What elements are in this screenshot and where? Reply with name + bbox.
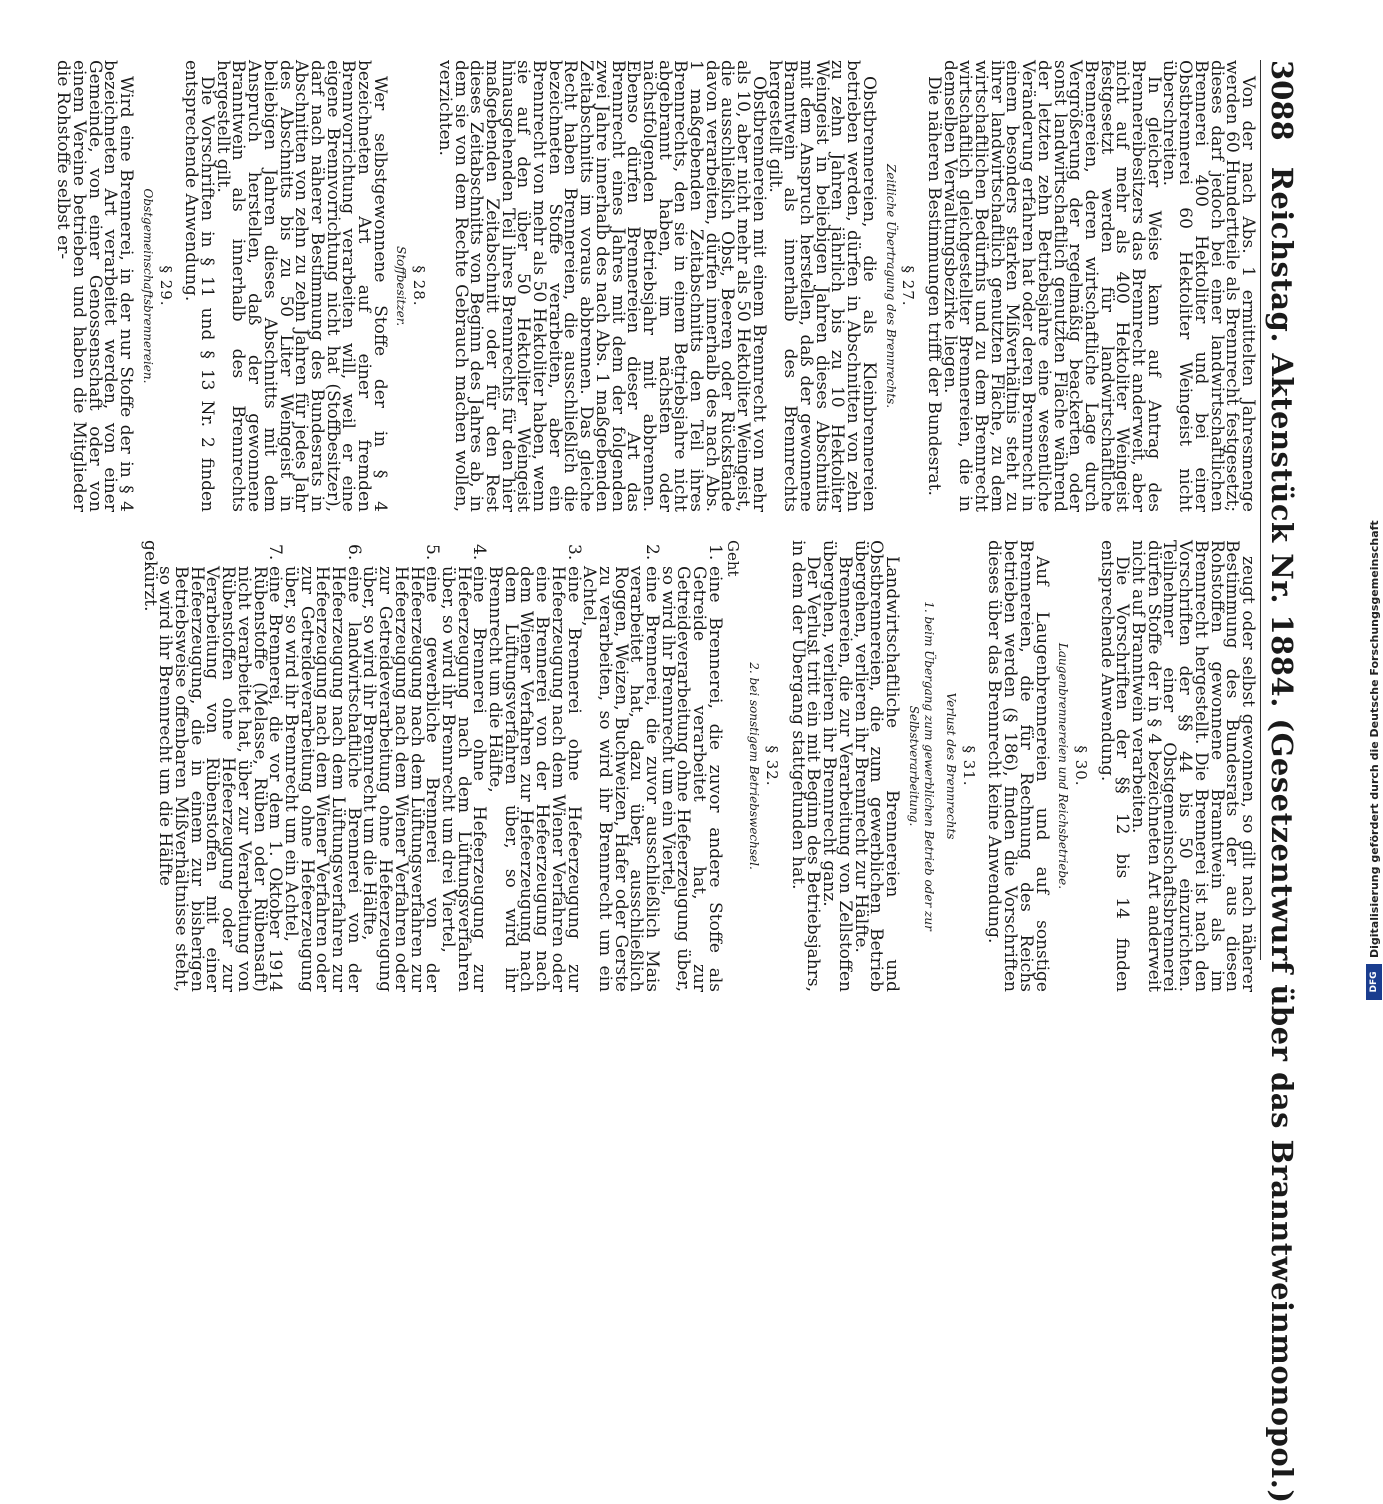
paragraph: Die Vorschriften in § 11 und § 13 Nr. 2 finden entsprechende Anwendung. (181, 60, 217, 512)
list-item (485, 540, 584, 992)
section-29-heading: § 29. (156, 265, 175, 307)
section-27-body (434, 60, 879, 512)
paragraph: Wird eine Brennerei, in der nur Stoffe der in § 4 bezeichneten Art verarbeitet werden, von einer Gemeinde, von einer Genossenschaft oder von einem Vereine betrieben und haben die Mitglieder die Rohstoffe selbst er- (53, 60, 137, 512)
list-item (280, 540, 364, 992)
paragraph: Die näheren Bestimmungen trifft der Bundesrat. (923, 76, 944, 496)
section-28-heading: § 28. (410, 265, 429, 307)
section-32-heading: § 32. (763, 745, 782, 787)
list-item-number: 6. (343, 544, 364, 561)
section-29-subtitle: Obstgemeinschaftsbrennereien. (140, 188, 155, 384)
section-31-body (787, 540, 902, 992)
section-30-heading: § 30. (1071, 745, 1090, 787)
paragraph: Wer selbstgewonnene Stoffe der in § 4 bezeichneten Art auf einer fremden Brennvorrichtung verarbeiten will, weil er eine eigene Brennvorrichtung nicht hat (Stoffbesitzer), darf nach näherer Bestimmung des Bundesrats in Abschnitten von zehn zu zehn Jahren für jedes Jahr des Abschnitts bis zu 50 Liter Weingeist in beliebigen Jahren dieses Abschnitts mit dem Anspruch herstellen, daß der gewonnene Branntwein als innerhalb des Brennrechts hergestellt gilt. (212, 60, 390, 512)
section-32-list (155, 540, 725, 992)
section-30-subtitle: Laugenbrennereien und Reichsbetriebe. (1056, 642, 1071, 890)
paragraph: In gleicher Weise kann auf Antrag des Brennereibesitzers das Brennrecht anderweit, aber nicht auf mehr als 400 Hektoliter Weingeist festgesetzt werden für landwirtschaftliche Brennereien, deren wirtschaftliche Lage durch Vergrößerung der regelmäßig beackerten oder sonst landwirtschaftlich genutzten Fläche während der letzten zehn Betriebsjahre eine wesentliche Veränderung erfahren hat oder deren Brennrecht in einem besonders starken Mißverhältnis steht zu ihrer landwirtschaftlich genutzten Fläche, zu dem wirtschaftlichen Bedürfnis und zu dem Brennrecht wirtschaftlich gleichgestellter Brennereien, die in demselben Verwaltungsbezirke liegen. (939, 60, 1164, 512)
paragraph: zeugt oder selbst gewonnen, so gilt nach näherer Bestimmung des Bundesrats der aus diesen Rohstoffen gewonnene Branntwein als im Brennrecht hergestellt. Die Brennerei ist nach den Vorschriften der §§ 44 bis 50 einzurichten. Teilnehmer einer Obstgemeinschaftsbrennerei dürfen Stoffe der in § 4 bezeichneten Art anderweit nicht auf Branntwein verarbeiten. (1128, 540, 1258, 992)
list-item-text: eine Brennerei, die zuvor ausschließlich Mais verarbeitet hat, dazu über, ausschließlich Roggen, Weizen, Buchweizen, Hafer oder Gerste zu verarbeiten, so wird ihr Brennrecht um ein Achtel, (579, 566, 663, 992)
list-item-number: 4. (469, 544, 490, 561)
section-32-subtitle: 2. bei sonstigem Betriebswechsel. (747, 662, 762, 870)
list-item (437, 540, 490, 992)
list-item (155, 540, 286, 992)
paragraph: Die Vorschriften der §§ 12 bis 14 finden entsprechende Anwendung. (1096, 540, 1133, 992)
paragraph: Von der nach Abs. 1 ermittelten Jahresmenge werden 60 Hundertteile als Brennrecht festgesetzt; dieses darf jedoch bei einer landwirtschaftlichen Brennerei 400 Hektoliter und bei einer Obstbrennerei 60 Hektoliter Weingeist nicht überschreiten. (1159, 60, 1258, 512)
digitization-note-text: Digitalisierung gefördert durch die Deutsche Forschungsgemeinschaft (1367, 520, 1381, 958)
paragraph: Landwirtschaftliche Brennereien und Obstbrennereien, die zum gewerblichen Betrieb übergehen, verlieren ihr Brennrecht zur Hälfte. (850, 540, 902, 992)
section-30-body (984, 540, 1052, 992)
section-31-subtitle: Verlust des Brennrechts (944, 692, 959, 840)
section-32-tail: gekürzt. (139, 540, 160, 612)
dfg-logo-icon: DFG (1366, 964, 1382, 1000)
page-number: 3088 (1265, 60, 1299, 141)
list-item-text: eine Brennerei ohne Hefeerzeugung zur Hefeerzeugung nach dem Lüftungsverfahren über, so wird ihr Brennrecht um drei Viertel, (437, 566, 490, 992)
right-column (139, 540, 1258, 992)
left-intro (923, 60, 1258, 512)
paragraph: Auf Laugenbrennereien und auf sonstige Brennereien, die für Rechnung des Reichs betrieben werden (§ 186), finden die Vorschriften dieses über das Brennrecht keine Anwendung. (984, 540, 1052, 992)
section-28-body (181, 60, 390, 512)
list-item-number: 5. (422, 544, 443, 561)
digitization-note (1366, 520, 1382, 1000)
paragraph: Der Verlust tritt ein mit Beginn des Betriebsjahrs, in dem der Übergang stattgefunden hat. (787, 540, 824, 992)
list-item-text: eine landwirtschaftliche Brennerei von der Hefeerzeugung nach dem Lüftungsverfahren zur Hefeerzeugung nach dem Wiener Verfahren oder zur Getreideverarbeitung ohne Hefeerzeugung über, so wird ihr Brennrecht um ein Achtel, (280, 566, 364, 992)
list-item (657, 540, 725, 992)
paragraph: Brennereien, die zur Verarbeitung von Zellstoffen übergehen, verlieren ihr Brennrecht ganz. (819, 540, 855, 992)
list-item (359, 540, 443, 992)
section-31-item-subtitle: 1. beim Übergang zum gewerblichen Betrieb oder zur Selbstverarbeitung. (906, 601, 937, 931)
left-column (53, 60, 1258, 512)
list-item-number: 2. (642, 544, 663, 561)
section-28-subtitle: Stoffbesitzer. (394, 245, 409, 327)
section-27-heading: § 27. (899, 265, 918, 307)
list-item-number: 7. (265, 544, 286, 561)
list-item-text: eine Brennerei ohne Hefeerzeugung zur Hefeerzeugung nach dem Wiener Verfahren oder eine Brennerei von der Hefeerzeugung nach dem Wiener Verfahren zur Hefeerzeugung nach dem Lüftungsverfahren über, so wird ihr Brennrecht um die Hälfte, (485, 566, 584, 992)
page-header (1260, 60, 1309, 1504)
list-item-number: 3. (563, 544, 584, 561)
section-29-body (53, 60, 137, 512)
list-item (579, 540, 663, 992)
paragraph: Obstbrennereien, die als Kleinbrennereien betrieben werden, dürfen in Abschnitten von zehn zu zehn Jahren jährlich bis zu 10 Hektoliter Weingeist in beliebigen Jahren dieses Abschnitts mit dem Anspruch herstellen, daß der gewonnene Branntwein als innerhalb des Brennrechts hergestellt gilt. (764, 60, 879, 512)
right-intro (1096, 540, 1258, 992)
list-item-text: eine gewerbliche Brennerei von der Hefeerzeugung nach dem Lüftungsverfahren zur Hefeerzeugung nach dem Wiener Verfahren oder zur Getreideverarbeitung ohne Hefeerzeugung über, so wird ihr Brennrecht um die Hälfte, (359, 566, 443, 992)
list-item-text: eine Brennerei, die zuvor andere Stoffe als Getreide verarbeitet hat, zur Getreideverarbeitung ohne Hefeerzeugung über, so wird ihr Brennrecht um ein Viertel, (657, 566, 725, 992)
list-item-number: 1. (704, 544, 725, 561)
list-item-text: eine Brennerei, die vor dem 1. Oktober 1914 Rübenstoffe (Melasse, Rüben oder Rübensaft) nicht verarbeitet hat, über zur Verarbeitung von Rübenstoffen ohne Hefeerzeugung oder zur Verarbeitung von Rübenstoffen mit einer Hefeerzeugung, die in einem zur bisherigen Betriebsweise offenbaren Mißverhältnisse steht, so wird ihr Brennrecht um die Hälfte (155, 566, 286, 992)
section-32-lead: Geht (723, 540, 742, 577)
section-31-heading: § 31. (959, 745, 978, 787)
section-27-subtitle: Zeitliche Übertragung des Brennrechts. (883, 163, 898, 409)
paragraph: Obstbrennereien mit einem Brennrecht von mehr als 10, aber nicht mehr als 50 Hektoliter Weingeist, die ausschließlich Obst, Beeren oder Rückstände davon verarbeiten, dürfen innerhalb des nach Abs. 1 maßgebenden Zeitabschnitts den Teil ihres Brennrechts, den sie in einem Betriebsjahre nicht abgebrannt haben, im nächsten oder nächstfolgenden Betriebsjahr mit abbrennen. Ebenso dürfen Brennereien dieser Art das Brennrecht eines Jahres mit dem der folgenden zwei Jahre innerhalb des nach Abs. 1 maßgebenden Zeitabschnitts im voraus abbrennen. Das gleiche Recht haben Brennereien, die ausschließlich die bezeichneten Stoffe verarbeiten, aber ein Brennrecht von mehr als 50 Hektoliter haben, wenn sie auf den über 50 Hektoliter Weingeist hinausgehenden Teil ihres Brennrechts für den hier maßgebenden Zeitabschnitt oder für den Rest dieses Zeitabschnitts von Beginn des Jahres ab, in dem sie von dem Rechte Gebrauch machen wollen, verzichten. (434, 60, 769, 512)
running-title: Reichstag. Aktenstück Nr. 1884. (Gesetzentwurf über das Branntweinmonopol.) (1265, 166, 1299, 1504)
document-page (53, 0, 1317, 1504)
